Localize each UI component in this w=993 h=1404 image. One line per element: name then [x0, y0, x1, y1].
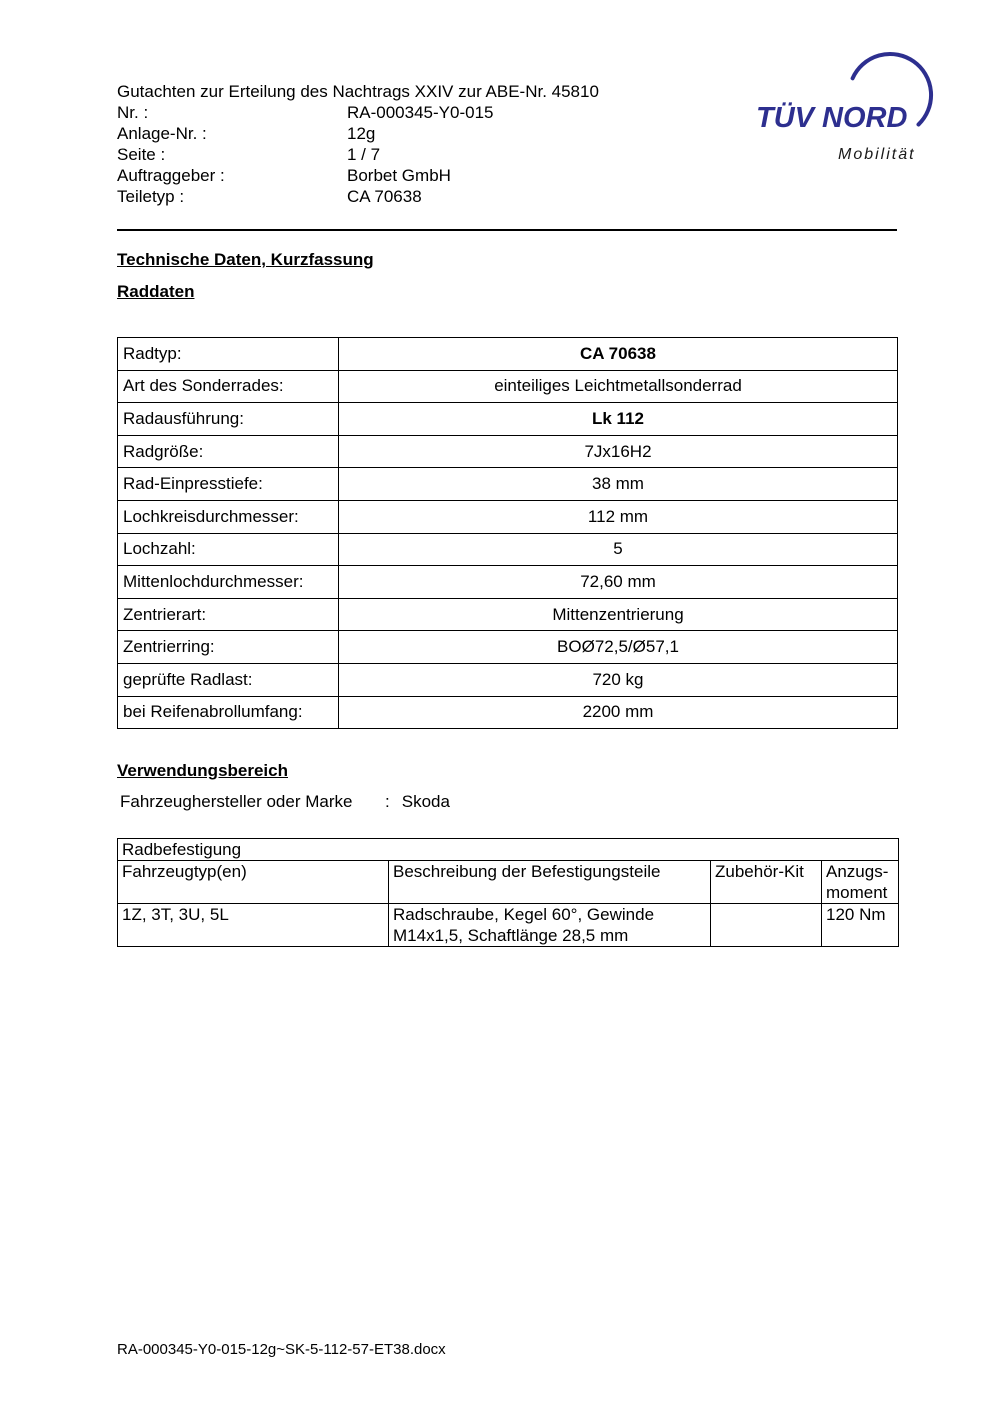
raddaten-table [117, 337, 898, 729]
field-value-teiletyp: CA 70638 [347, 187, 422, 206]
row-value-cell: 2200 mm [339, 696, 898, 729]
row-value-cell: einteiliges Leichtmetallsonderrad [339, 370, 898, 403]
row-value-cell: BOØ72,5/Ø57,1 [339, 631, 898, 664]
hersteller-label: Fahrzeughersteller oder Marke [120, 792, 353, 811]
radbefestigung-table [117, 838, 899, 947]
row-label-cell: Radtyp: [118, 338, 339, 371]
cell-fahrzeugtyp: 1Z, 3T, 3U, 5L [118, 904, 389, 947]
document-header [117, 81, 737, 207]
footer-filename: RA-000345-Y0-015-12g~SK-5-112-57-ET38.docx [117, 1341, 446, 1358]
cell-beschreibung: Radschraube, Kegel 60°, Gewinde M14x1,5, Schaftlänge 28,5 mm [389, 904, 711, 947]
row-value-cell: 72,60 mm [339, 566, 898, 599]
header-cell-anzugsmoment: Anzugs-moment [822, 861, 899, 904]
row-label-cell: Lochkreisdurchmesser: [118, 500, 339, 533]
table-row [118, 403, 898, 436]
table-row [118, 598, 898, 631]
field-value-auftraggeber: Borbet GmbH [347, 166, 451, 185]
table-row [118, 435, 898, 468]
row-label-cell: geprüfte Radlast: [118, 663, 339, 696]
row-value-cell: 7Jx16H2 [339, 435, 898, 468]
row-label-cell: Radgröße: [118, 435, 339, 468]
table-row [118, 468, 898, 501]
row-value-cell: Lk 112 [339, 403, 898, 436]
heading-raddaten: Raddaten [117, 282, 195, 301]
table-row [118, 500, 898, 533]
table-row [118, 696, 898, 729]
row-value-cell: Mittenzentrierung [339, 598, 898, 631]
table-row [118, 904, 899, 947]
row-label-cell: Lochzahl: [118, 533, 339, 566]
heading-verwendungsbereich: Verwendungsbereich [117, 761, 288, 780]
field-label-teiletyp: Teiletyp : [117, 187, 185, 206]
row-label-cell: bei Reifenabrollumfang: [118, 696, 339, 729]
table-caption-cell: Radbefestigung [118, 839, 899, 861]
row-value-cell: CA 70638 [339, 338, 898, 371]
field-value-nr: RA-000345-Y0-015 [347, 103, 494, 122]
table-header-row [118, 861, 899, 904]
row-label-cell: Mittenlochdurchmesser: [118, 566, 339, 599]
row-value-cell: 38 mm [339, 468, 898, 501]
header-cell-zubehoer: Zubehör-Kit [711, 861, 822, 904]
field-label-seite: Seite : [117, 145, 166, 164]
row-label-cell: Rad-Einpresstiefe: [118, 468, 339, 501]
table-row [118, 533, 898, 566]
row-value-cell: 720 kg [339, 663, 898, 696]
field-value-anlage: 12g [347, 124, 376, 143]
heading-technische-daten: Technische Daten, Kurzfassung [117, 250, 374, 269]
row-label-cell: Art des Sonderrades: [118, 370, 339, 403]
cell-zubehoer [711, 904, 822, 947]
table-row [118, 370, 898, 403]
field-value-seite: 1 / 7 [347, 145, 381, 164]
table-row [118, 631, 898, 664]
table-row [118, 566, 898, 599]
table-caption-row [118, 839, 899, 861]
row-label-cell: Zentrierart: [118, 598, 339, 631]
field-label-auftraggeber: Auftraggeber : [117, 166, 225, 185]
header-cell-beschreibung: Beschreibung der Befestigungsteile [389, 861, 711, 904]
logo-wordmark: TÜV NORD [756, 102, 908, 134]
table-row [118, 663, 898, 696]
logo-tagline: Mobilität [838, 146, 916, 163]
row-label-cell: Zentrierring: [118, 631, 339, 664]
row-label-cell: Radausführung: [118, 403, 339, 436]
header-cell-fahrzeugtyp: Fahrzeugtyp(en) [118, 861, 389, 904]
field-label-nr: Nr. : [117, 103, 149, 122]
hersteller-value: Skoda [401, 792, 450, 811]
document-title: Gutachten zur Erteilung des Nachtrags XXIV zur ABE-Nr. 45810 [117, 82, 599, 101]
table-row [118, 338, 898, 371]
cell-anzugsmoment: 120 Nm [822, 904, 899, 947]
header-fields [117, 102, 737, 207]
field-label-anlage: Anlage-Nr. : [117, 124, 207, 143]
hersteller-colon: : [385, 792, 390, 811]
hersteller-line [120, 792, 450, 812]
header-divider [117, 229, 897, 231]
row-value-cell: 5 [339, 533, 898, 566]
tuv-nord-logo [748, 38, 963, 173]
row-value-cell: 112 mm [339, 500, 898, 533]
